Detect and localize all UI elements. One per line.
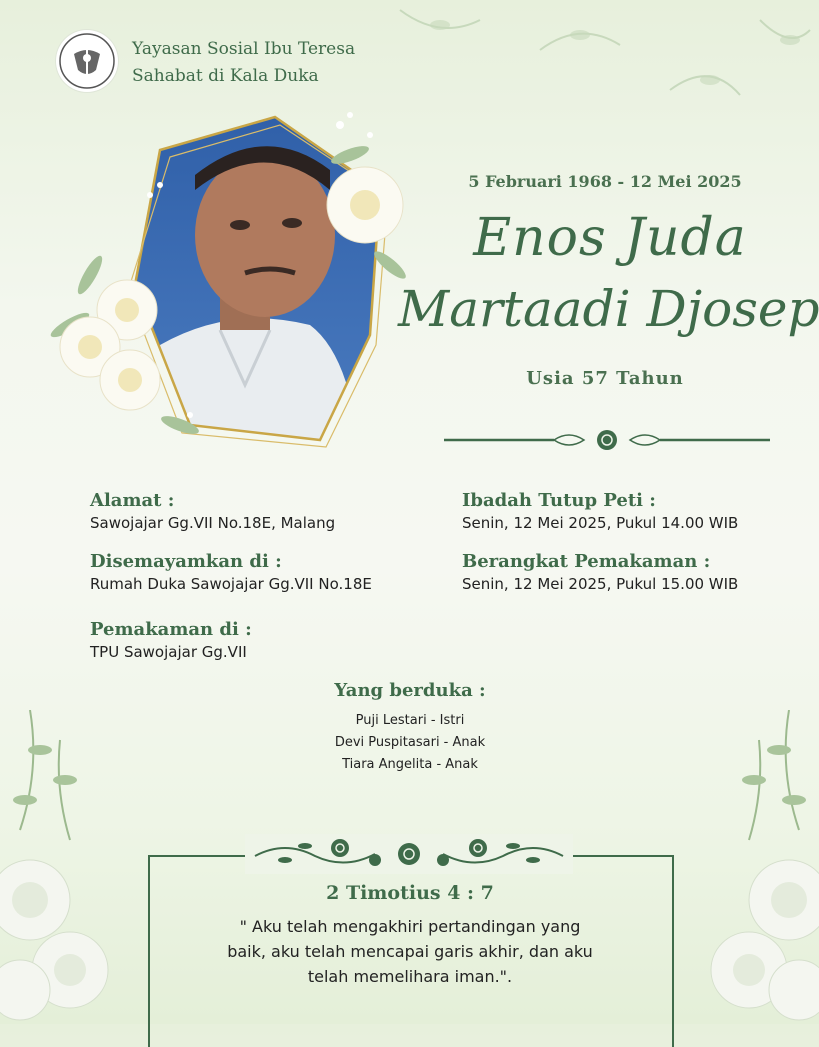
leaf-decoration-top: [380, 0, 819, 120]
mourner-item: Puji Lestari - Istri: [355, 713, 465, 728]
verse-text: [200, 914, 620, 989]
burial-place-block: [90, 619, 252, 661]
mourner-item: Devi Puspitasari - Anak: [334, 735, 486, 750]
organization-name: [132, 36, 355, 90]
address-label: Alamat :: [90, 490, 175, 511]
organization-line2: Sahabat di Kala Duka: [132, 66, 319, 86]
verse-reference: 2 Timotius 4 : 7: [326, 882, 494, 904]
closing-service-block: [462, 490, 738, 532]
organization-emblem-icon: [56, 30, 118, 92]
lying-in-state-label: Disemayamkan di :: [90, 551, 282, 572]
closing-service-label: Ibadah Tutup Peti :: [462, 490, 656, 511]
rose-icon: [597, 430, 617, 450]
life-dates: 5 Februari 1968 - 12 Mei 2025: [468, 172, 742, 191]
organization-logo: [56, 30, 118, 92]
burial-place-value: TPU Sawojajar Gg.VII: [90, 643, 247, 661]
address-block: [90, 490, 335, 532]
deceased-age: Usia 57 Tahun: [526, 368, 684, 389]
organization-line1: Yayasan Sosial Ibu Teresa: [132, 39, 356, 59]
address-value: Sawojajar Gg.VII No.18E, Malang: [90, 514, 336, 532]
burial-place-label: Pemakaman di :: [90, 619, 252, 640]
ornamental-divider: [444, 428, 770, 452]
flower-decoration-bottom-left: [0, 710, 120, 1024]
lying-in-state-block: [90, 551, 372, 593]
departure-label: Berangkat Pemakaman :: [462, 551, 711, 572]
portrait-frame: [30, 95, 430, 475]
verse-line: telah memelihara iman.".: [307, 967, 513, 986]
lying-in-state-value: Rumah Duka Sawojajar Gg.VII No.18E: [90, 575, 372, 593]
verse-line: " Aku telah mengakhiri pertandingan yang: [239, 917, 581, 936]
verse-ornament: [245, 834, 573, 874]
closing-service-value: Senin, 12 Mei 2025, Pukul 14.00 WIB: [462, 514, 739, 532]
deceased-name-line2: Martaadi Djosep: [398, 280, 819, 338]
departure-value: Senin, 12 Mei 2025, Pukul 15.00 WIB: [462, 575, 739, 593]
mourners-title: Yang berduka :: [334, 680, 486, 701]
mourners-list: [250, 710, 570, 776]
mourner-item: Tiara Angelita - Anak: [342, 757, 478, 772]
verse-line: baik, aku telah mencapai garis akhir, dan aku: [227, 942, 593, 961]
departure-block: [462, 551, 738, 593]
flower-decoration-bottom-right: [699, 710, 819, 1024]
deceased-name-line1: Enos Juda: [473, 208, 747, 268]
